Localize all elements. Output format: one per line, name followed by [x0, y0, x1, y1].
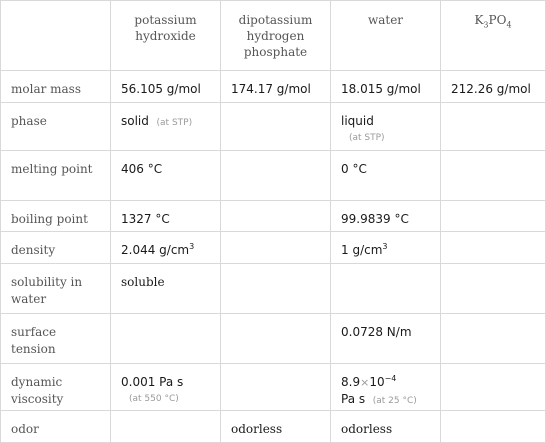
- water-viscosity-note: (at 25 °C): [372, 396, 417, 406]
- cell-k3po4-melting-point: [441, 151, 546, 201]
- cell-koh-surface-tension: [111, 314, 221, 364]
- cell-water-solubility: [331, 264, 441, 314]
- water-viscosity-value: [341, 374, 430, 391]
- header-row: [1, 1, 546, 71]
- cell-k3po4-phase: [441, 103, 546, 151]
- cell-water-molar-mass: 18.015 g/mol: [331, 71, 441, 103]
- koh-density-value: 2.044 g/cm: [121, 243, 190, 257]
- cell-k2hpo4-surface-tension: [221, 314, 331, 364]
- water-viscosity-unit-line: [341, 391, 430, 410]
- cell-k3po4-surface-tension: [441, 314, 546, 364]
- table-row-density: [1, 232, 546, 264]
- row-label-boiling-point: boiling point: [1, 201, 111, 232]
- cell-k3po4-density: [441, 232, 546, 264]
- koh-phase-value: solid: [121, 114, 149, 128]
- column-header-dipotassium-hydrogen-phosphate: dipotassium hydrogen phosphate: [221, 1, 331, 71]
- row-label-melting-point: melting point: [1, 151, 111, 201]
- row-label-phase: phase: [1, 103, 111, 151]
- cell-koh-solubility: soluble: [111, 264, 221, 314]
- cell-water-phase: [331, 103, 441, 151]
- cell-k2hpo4-density: [221, 232, 331, 264]
- cell-water-melting-point: 0 °C: [331, 151, 441, 201]
- corner-cell: [1, 1, 111, 71]
- row-label-dynamic-viscosity: dynamic viscosity: [1, 364, 111, 411]
- water-phase-note: (at STP): [349, 133, 385, 143]
- cell-k2hpo4-phase: [221, 103, 331, 151]
- cell-koh-phase: [111, 103, 221, 151]
- cell-k3po4-dynamic-viscosity: [441, 364, 546, 411]
- cell-k3po4-boiling-point: [441, 201, 546, 232]
- water-viscosity-exponent: −4: [384, 374, 397, 383]
- water-viscosity-mantissa: 8.9: [341, 375, 361, 389]
- koh-viscosity-note: (at 550 °C): [129, 394, 179, 404]
- column-header-water: water: [331, 1, 441, 71]
- table-row-odor: [1, 411, 546, 443]
- koh-density-exponent: 3: [189, 242, 195, 251]
- cell-k2hpo4-boiling-point: [221, 201, 331, 232]
- cell-k3po4-molar-mass: 212.26 g/mol: [441, 71, 546, 103]
- table-row-boiling-point: [1, 201, 546, 232]
- cell-water-surface-tension: 0.0728 N/m: [331, 314, 441, 364]
- k3po4-sub-4: 4: [506, 20, 512, 30]
- cell-k2hpo4-odor: odorless: [221, 411, 331, 443]
- water-density-exponent: 3: [382, 242, 388, 251]
- koh-phase-note: (at STP): [156, 118, 193, 128]
- cell-k3po4-odor: [441, 411, 546, 443]
- cell-water-boiling-point: 99.9839 °C: [331, 201, 441, 232]
- row-label-density: density: [1, 232, 111, 264]
- cell-koh-odor: [111, 411, 221, 443]
- k3po4-po: PO: [488, 13, 507, 27]
- k3po4-k: K: [474, 13, 484, 27]
- cell-water-density: [331, 232, 441, 264]
- table-row-melting-point: [1, 151, 546, 201]
- cell-k3po4-solubility: [441, 264, 546, 314]
- water-density-value: 1 g/cm: [341, 243, 383, 257]
- table-row-phase: [1, 103, 546, 151]
- water-viscosity-unit: Pa s: [341, 392, 366, 406]
- water-phase-value: liquid: [341, 114, 374, 128]
- row-label-surface-tension: surface tension: [1, 314, 111, 364]
- table-row-solubility: [1, 264, 546, 314]
- cell-k2hpo4-dynamic-viscosity: [221, 364, 331, 411]
- cell-koh-molar-mass: 56.105 g/mol: [111, 71, 221, 103]
- water-viscosity-base: 10: [369, 375, 385, 389]
- cell-k2hpo4-melting-point: [221, 151, 331, 201]
- cell-koh-density: [111, 232, 221, 264]
- cell-koh-dynamic-viscosity: [111, 364, 221, 411]
- cell-koh-boiling-point: 1327 °C: [111, 201, 221, 232]
- table-row-molar-mass: [1, 71, 546, 103]
- row-label-solubility: solubility in water: [1, 264, 111, 314]
- k3po4-sub-3: 3: [483, 20, 489, 30]
- table-row-surface-tension: [1, 314, 546, 364]
- table-row-dynamic-viscosity: [1, 364, 546, 411]
- cell-k2hpo4-solubility: [221, 264, 331, 314]
- cell-water-odor: odorless: [331, 411, 441, 443]
- water-viscosity-times: ×: [360, 376, 370, 389]
- row-label-molar-mass: molar mass: [1, 71, 111, 103]
- cell-water-dynamic-viscosity: [331, 364, 441, 411]
- cell-koh-melting-point: 406 °C: [111, 151, 221, 201]
- column-header-k3po4: [441, 1, 546, 71]
- cell-k2hpo4-molar-mass: 174.17 g/mol: [221, 71, 331, 103]
- row-label-odor: odor: [1, 411, 111, 443]
- koh-viscosity-value: 0.001 Pa s: [121, 375, 184, 389]
- column-header-potassium-hydroxide: potassium hydroxide: [111, 1, 221, 71]
